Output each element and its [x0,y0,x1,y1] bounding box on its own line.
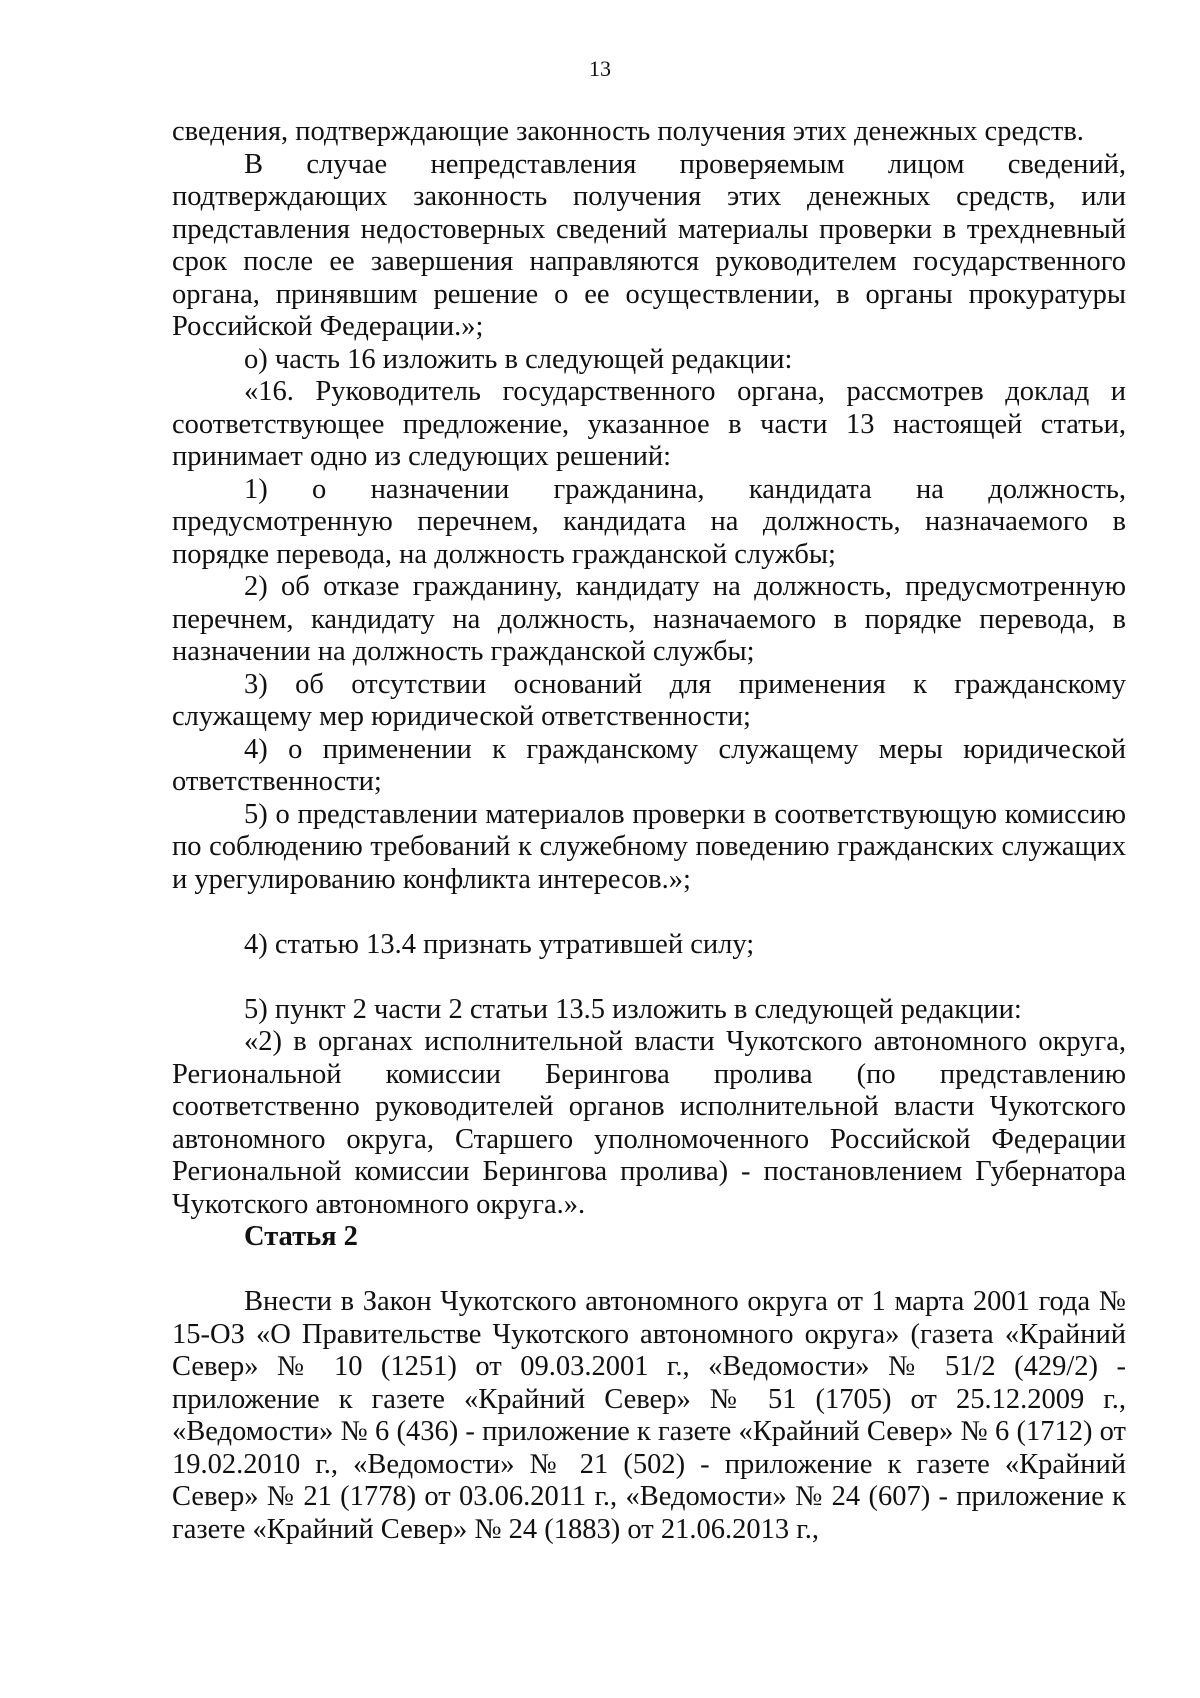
paragraph: 5) пункт 2 части 2 статьи 13.5 изложить в следующей редакции: [244,993,1022,1025]
list-item: 5) о представлении материалов проверки в соответствующую комиссию по соблюдению требований к служебному поведению гражданских служащих и урегулированию конфликта интересов.»; [172,798,1126,895]
paragraph: Внести в Закон Чукотского автономного округа от 1 марта 2001 года № 15-ОЗ «О Правительстве Чукотского автономного округа» (газета «Крайний Север» № 10 (1251) от 09.03.2001 г., «Ведомости» № 51/2 (429/2) - приложение к газете «Крайний Север» № 51 (1705) от 25.12.2009 г., «Ведомости» № 6 (436) - приложение к газете «Крайний Север» № 6 (1712) от 19.02.2010 г., «Ведомости» № 21 (502) - приложение к газете «Крайний Север» № 21 (1778) от 03.06.2011 г., «Ведомости» № 24 (607) - приложение к газете «Крайний Север» № 24 (1883) от 21.06.2013 г., [172,1286,1126,1545]
paragraph: «16. Руководитель государственного органа, рассмотрев доклад и соответствующее предложение, указанное в части 13 настоящей статьи, принимает одно из следующих решений: [172,376,1126,472]
list-item: 1) о назначении гражданина, кандидата на должность, предусмотренную перечнем, кандидата на должность, назначаемого в порядке перевода, на должность гражданской службы; [172,473,1126,570]
paragraph: о) часть 16 изложить в следующей редакции: [244,343,793,375]
paragraph: «2) в органах исполнительной власти Чукотского автономного округа, Региональной комиссии Берингова пролива (по представлению соответственно руководителей органов исполнительной власти Чукотского автономного округа, Старшего уполномоченного Российской Федерации Региональной комиссии Берингова пролива) - постановлением Губернатора Чукотского автономного округа.». [172,1026,1126,1220]
paragraph: В случае непредставления проверяемым лицом сведений, подтверждающих законность получения этих денежных средств, или представления недостоверных сведений материалы проверки в трехдневный срок после ее завершения направляются руководителем государственного органа, принявшим решение о ее осуществлении, в органы прокуратуры Российской Федерации.»; [172,148,1126,342]
list-item: 2) об отказе гражданину, кандидату на должность, предусмотренную перечнем, кандидату на должность, назначаемого в порядке перевода, в назначении на должность гражданской службы; [172,571,1126,667]
document-body [172,116,1126,1546]
paragraph: 4) статью 13.4 признать утратившей силу; [244,928,755,960]
list-item: 3) об отсутствии оснований для применения к гражданскому служащему мер юридической ответственности; [172,668,1126,732]
list-item: 4) о применении к гражданскому служащему меры юридической ответственности; [172,733,1126,797]
article-heading: Статья 2 [244,1221,358,1252]
paragraph: сведения, подтверждающие законность получения этих денежных средств. [172,116,1084,147]
page-number: 13 [589,56,611,81]
